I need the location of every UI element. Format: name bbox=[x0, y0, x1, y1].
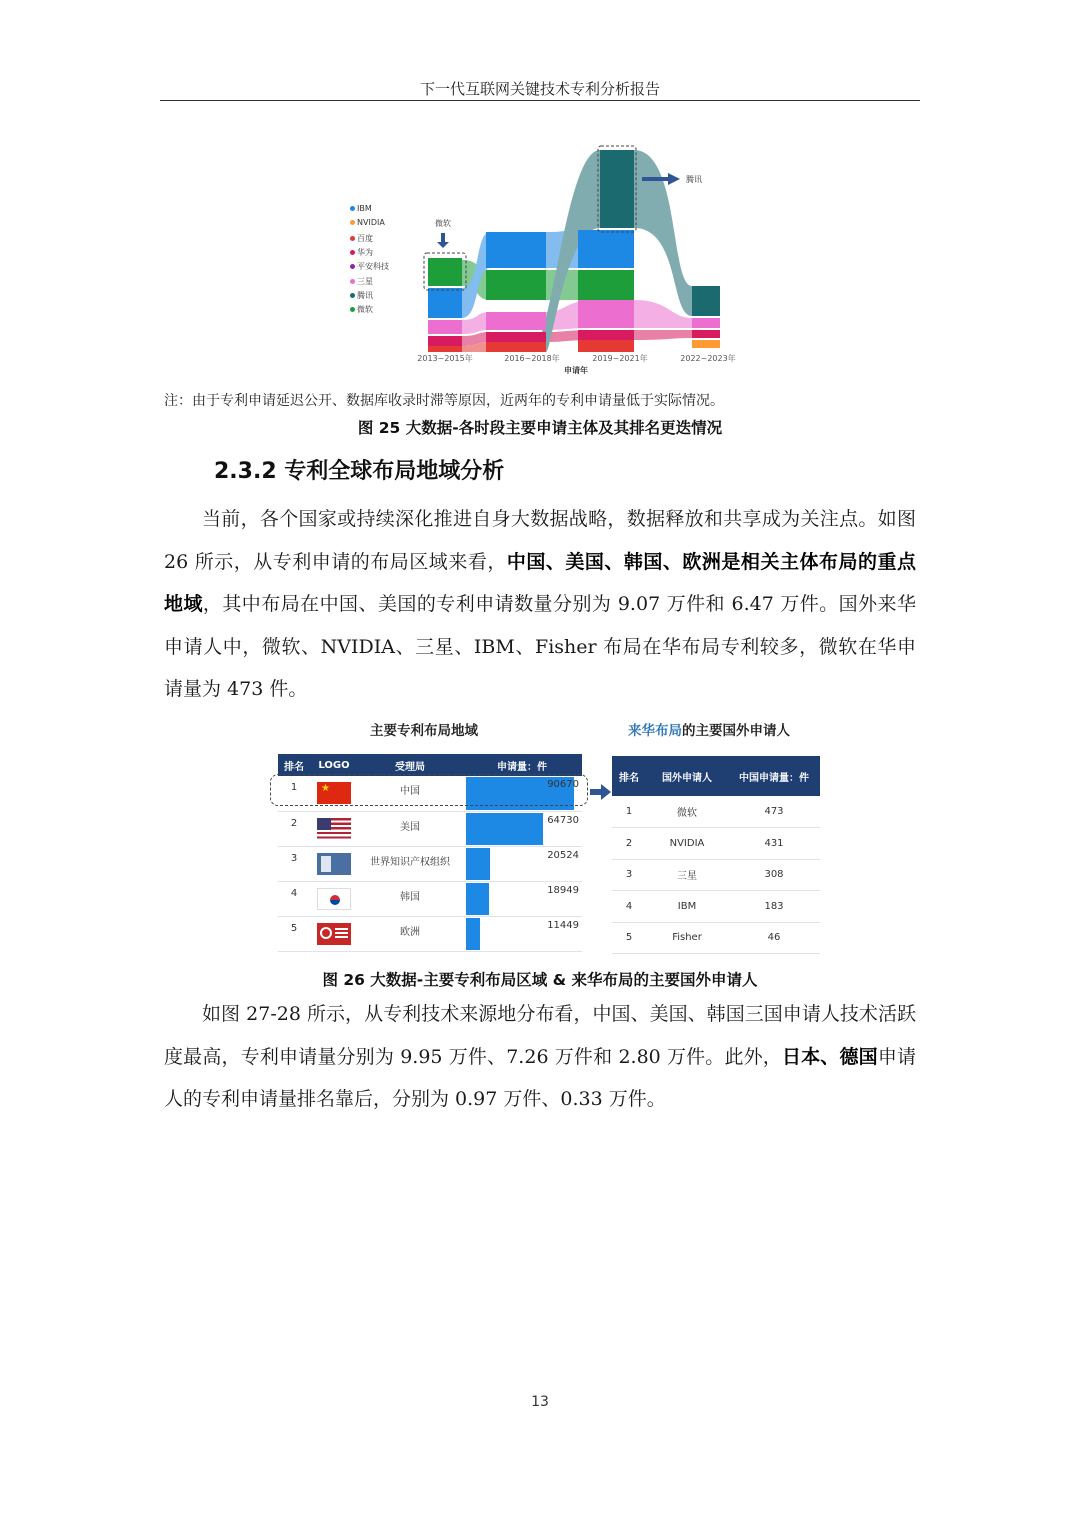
callout-label-tengxun: 腾讯 bbox=[686, 175, 702, 184]
logo-cell bbox=[310, 811, 358, 846]
figure-26-caption: 图 26 大数据-主要专利布局区域 & 来华布局的主要国外申请人 bbox=[322, 971, 758, 989]
bar-2013-weiruan bbox=[428, 258, 462, 286]
section-heading: 2.3.2 专利全球布局地域分析 bbox=[214, 459, 505, 484]
bar-2022-huawei bbox=[692, 330, 720, 338]
rank-cell: 1 bbox=[612, 796, 646, 828]
rank-cell: 5 bbox=[612, 922, 646, 954]
logo-cell bbox=[310, 846, 358, 881]
x-tick-2019: 2019~2021年 bbox=[592, 354, 648, 363]
bar-2019-tengxun bbox=[600, 150, 634, 228]
office-cell: 世界知识产权组织 bbox=[358, 846, 462, 881]
rank-cell: 4 bbox=[612, 891, 646, 923]
data-note: 注：由于专利申请延迟公开、数据库收录时滞等原因，近两年的专利申请量低于实际情况。 bbox=[164, 393, 724, 409]
legend-label: 三星 bbox=[357, 276, 373, 286]
country-flag-icon bbox=[310, 818, 358, 840]
bar-2016-sanxing bbox=[486, 312, 546, 330]
rank-cell: 3 bbox=[612, 859, 646, 891]
count-cell: 183 bbox=[728, 891, 820, 923]
x-tick-2013: 2013~2015年 bbox=[417, 354, 473, 363]
legend-label: 百度 bbox=[357, 233, 373, 243]
right-table-row bbox=[612, 796, 820, 828]
legend-label: 腾讯 bbox=[357, 290, 373, 300]
bar-2016-baidu bbox=[486, 342, 546, 352]
left-header-office: 受理局 bbox=[358, 754, 462, 776]
applicant-cell: NVIDIA bbox=[646, 828, 728, 860]
country-flag-icon bbox=[310, 853, 358, 875]
running-header: 下一代互联网关键技术专利分析报告 bbox=[419, 80, 660, 98]
value-cell bbox=[462, 881, 582, 916]
right-table-row bbox=[612, 859, 820, 891]
para2-bold-1: 日本、德国 bbox=[781, 1045, 878, 1068]
bar-2013-huawei bbox=[428, 336, 462, 346]
legend-label: IBM bbox=[357, 204, 372, 213]
fig25-alluvial-chart bbox=[340, 140, 750, 380]
legend-label: NVIDIA bbox=[357, 218, 385, 228]
right-table-row bbox=[612, 891, 820, 923]
bar-2019-ibm bbox=[578, 230, 634, 268]
value-label: 18949 bbox=[547, 884, 579, 896]
legend-label: 微软 bbox=[357, 305, 373, 315]
row1-highlight-box bbox=[270, 774, 588, 806]
fig26-right-table bbox=[612, 756, 820, 954]
x-tick-2016: 2016~2018年 bbox=[504, 354, 560, 363]
bar-2019-sanxing bbox=[578, 300, 634, 328]
value-cell bbox=[462, 916, 582, 951]
value-label: 90670 bbox=[547, 779, 579, 790]
bar-2019-huawei bbox=[578, 330, 634, 340]
paragraph-2 bbox=[164, 993, 916, 1121]
count-cell: 473 bbox=[728, 796, 820, 828]
value-label: 20524 bbox=[547, 849, 579, 861]
x-tick-2022: 2022~2023年 bbox=[680, 354, 736, 363]
country-flag-icon bbox=[310, 888, 358, 910]
value-cell bbox=[462, 811, 582, 846]
bar-2016-ibm bbox=[486, 232, 546, 268]
right-header-value: 中国申请量：件 bbox=[728, 756, 820, 796]
fig25-column-2013 bbox=[424, 253, 466, 352]
para1-bold-1: 中国、美国、韩国、欧洲是相关主体布局的重点地域 bbox=[164, 550, 916, 615]
bar-2022-sanxing bbox=[692, 318, 720, 328]
count-cell: 431 bbox=[728, 828, 820, 860]
office-cell: 美国 bbox=[358, 811, 462, 846]
bar-2019-baidu bbox=[578, 340, 634, 352]
fig26-right-title bbox=[628, 719, 790, 739]
para2-text-1: 如图 27-28 所示，从专利技术来源地分布看，中国、美国、韩国三国申请人技术活跃度最高，专利申请量分别为 9.95 万件、7.26 万件和 2.80 万件。此外， bbox=[164, 1003, 916, 1068]
fig26-right-title-accent: 来华布局 bbox=[628, 723, 682, 739]
rank-cell: 4 bbox=[278, 881, 310, 916]
fig26-right-title-rest: 的主要国外申请人 bbox=[682, 723, 790, 739]
office-cell: 韩国 bbox=[358, 881, 462, 916]
logo-cell bbox=[310, 916, 358, 951]
left-table-row bbox=[278, 846, 582, 881]
fig25-column-2022 bbox=[692, 286, 720, 348]
bar-2016-huawei bbox=[486, 332, 546, 342]
fig25-column-2016 bbox=[486, 232, 546, 352]
rank-cell: 2 bbox=[612, 828, 646, 860]
callout-arrow-weiruan bbox=[437, 233, 449, 248]
bar-2016-weiruan bbox=[486, 270, 546, 300]
value-bar bbox=[466, 883, 489, 915]
left-header-value: 申请量：件 bbox=[462, 754, 582, 776]
left-table-row bbox=[278, 916, 582, 951]
right-table-row bbox=[612, 922, 820, 954]
office-cell: 欧洲 bbox=[358, 916, 462, 951]
applicant-cell: IBM bbox=[646, 891, 728, 923]
rank-cell: 5 bbox=[278, 916, 310, 951]
legend-label: 华为 bbox=[357, 247, 373, 257]
count-cell: 46 bbox=[728, 922, 820, 954]
bar-2013-baidu bbox=[428, 346, 462, 352]
flow-huawei-3 bbox=[634, 330, 692, 340]
left-header-logo: LOGO bbox=[310, 754, 358, 776]
legend-label: 平安科技 bbox=[357, 262, 389, 272]
bar-2019-weiruan bbox=[578, 270, 634, 300]
rank-cell: 1 bbox=[278, 776, 310, 811]
count-cell: 308 bbox=[728, 859, 820, 891]
bar-2013-sanxing bbox=[428, 320, 462, 334]
para1-text-2: ，其中布局在中国、美国的专利申请数量分别为 9.07 万件和 6.47 万件。国外来华申请人中，微软、NVIDIA、三星、IBM、Fisher 布局在华布局专利较多，微软在华申请量为 473 件。 bbox=[164, 593, 916, 700]
applicant-cell: Fisher bbox=[646, 922, 728, 954]
value-bar bbox=[466, 813, 543, 845]
value-cell bbox=[462, 846, 582, 881]
bar-2022-tengxun bbox=[692, 286, 720, 316]
value-label: 11449 bbox=[547, 919, 579, 931]
x-axis-label: 申请年 bbox=[564, 366, 588, 375]
paragraph-1 bbox=[164, 498, 916, 711]
para1-text-1: 当前，各个国家或持续深化推进自身大数据战略，数据释放和共享成为关注点。如图 26 所示，从专利申请的布局区域来看， bbox=[164, 508, 916, 573]
right-header-name: 国外申请人 bbox=[646, 756, 728, 796]
left-table-row bbox=[278, 881, 582, 916]
right-table-row bbox=[612, 828, 820, 860]
bar-2013-ibm bbox=[428, 288, 462, 318]
logo-cell bbox=[310, 881, 358, 916]
para2-text-2: 申请人的专利申请量排名靠后，分别为 0.97 万件、0.33 万件。 bbox=[164, 1045, 916, 1110]
figure-25-caption: 图 25 大数据-各时段主要申请主体及其排名更迭情况 bbox=[357, 419, 723, 437]
left-header-rank: 排名 bbox=[278, 754, 310, 776]
value-bar bbox=[466, 848, 490, 880]
office-cell: 中国 bbox=[358, 776, 462, 811]
rank-cell: 3 bbox=[278, 846, 310, 881]
right-header-rank: 排名 bbox=[612, 756, 646, 796]
value-label: 64730 bbox=[547, 814, 579, 826]
header-rule bbox=[160, 100, 920, 101]
transition-arrow-icon bbox=[590, 784, 612, 800]
value-bar bbox=[466, 918, 480, 950]
country-flag-icon bbox=[310, 923, 358, 945]
callout-label-weiruan: 微软 bbox=[435, 219, 451, 228]
fig26-left-title: 主要专利布局地域 bbox=[370, 723, 478, 739]
left-table-row bbox=[278, 811, 582, 846]
applicant-cell: 三星 bbox=[646, 859, 728, 891]
flow-tengxun-3 bbox=[634, 150, 692, 316]
bar-2022-nvidia bbox=[692, 340, 720, 348]
page-number: 13 bbox=[531, 1394, 549, 1410]
rank-cell: 2 bbox=[278, 811, 310, 846]
country-flag-icon: ★ bbox=[310, 782, 358, 804]
fig26-right-table-wrap bbox=[612, 756, 820, 954]
applicant-cell: 微软 bbox=[646, 796, 728, 828]
